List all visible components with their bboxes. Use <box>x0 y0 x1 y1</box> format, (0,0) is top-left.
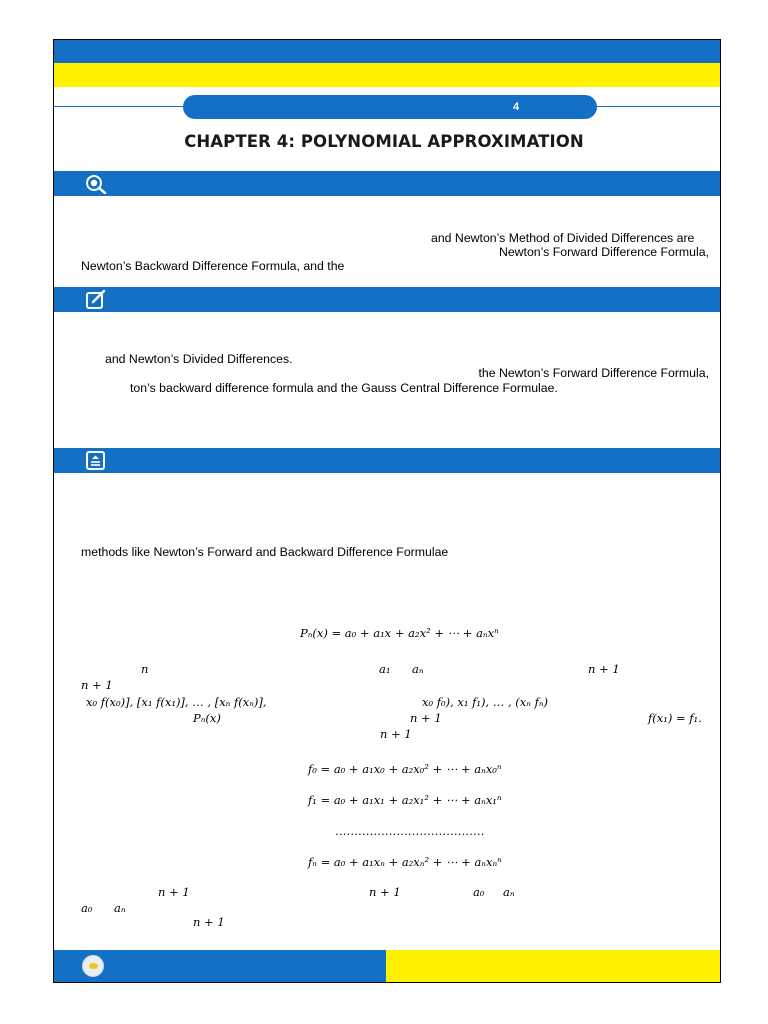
section-bar-objectives <box>54 287 720 312</box>
math-data-points: x₀ f(x₀)], [x₁ f(x₁)], … , [xₙ f(xₙ)], <box>86 695 267 709</box>
footer-yellow-band <box>386 950 720 982</box>
math-n-plus-1: n + 1 <box>81 678 113 692</box>
overview-line-2: Newton’s Forward Difference Formula, <box>498 245 709 259</box>
page-number-pill <box>183 95 597 119</box>
section-bar-overview <box>54 171 720 196</box>
equation-fn: fₙ = a₀ + a₁xₙ + a₂xₙ² + ⋯ + aₙxₙⁿ <box>308 855 502 869</box>
math-a0: a₀ <box>81 901 93 915</box>
math-f-x1: f(x₁) = f₁. <box>648 711 702 725</box>
math-an: aₙ <box>114 901 126 915</box>
math-pn: Pₙ(x) <box>193 711 221 725</box>
objectives-line-1: and Newton’s Divided Differences. <box>105 352 293 366</box>
overview-line-1: and Newton’s Method of Divided Differences are <box>431 231 695 245</box>
math-a1: a₁ <box>379 662 391 676</box>
equation-f1: f₁ = a₀ + a₁x₁ + a₂x₁² + ⋯ + aₙx₁ⁿ <box>308 793 502 807</box>
math-a0: a₀ <box>473 885 485 899</box>
header-blue-band <box>54 40 720 63</box>
math-n: n <box>141 662 149 676</box>
footer-blue-band <box>54 950 386 982</box>
math-n-plus-1: n + 1 <box>588 662 620 676</box>
math-an: aₙ <box>503 885 515 899</box>
chapter-title: CHAPTER 4: POLYNOMIAL APPROXIMATION <box>184 132 584 151</box>
math-n-plus-1: n + 1 <box>410 711 442 725</box>
document-icon <box>84 450 110 471</box>
objectives-line-2: the Newton’s Forward Difference Formula, <box>478 366 709 380</box>
objectives-line-3: ton’s backward difference formula and the Gauss Central Difference Formulae. <box>130 381 558 395</box>
math-n-plus-1: n + 1 <box>158 885 190 899</box>
equation-f0: f₀ = a₀ + a₁x₀ + a₂x₀² + ⋯ + aₙx₀ⁿ <box>308 762 502 776</box>
math-n-plus-1: n + 1 <box>193 915 225 929</box>
math-n-plus-1: n + 1 <box>369 885 401 899</box>
content-intro-line: methods like Newton’s Forward and Backward Difference Formulae <box>81 545 449 559</box>
polynomial-equation: Pₙ(x) = a₀ + a₁x + a₂x² + ⋯ + aₙxⁿ <box>300 626 499 640</box>
overview-line-3: Newton’s Backward Difference Formula, and the <box>81 259 345 273</box>
math-n-plus-1: n + 1 <box>380 727 412 741</box>
edit-icon <box>84 289 110 310</box>
header-yellow-band <box>54 63 720 87</box>
section-bar-content <box>54 448 720 473</box>
university-seal-icon <box>82 955 104 977</box>
math-data-pairs: x₀ f₀), x₁ f₁), … , (xₙ fₙ) <box>422 695 548 709</box>
page-number: 4 <box>513 101 520 113</box>
math-an: aₙ <box>412 662 424 676</box>
equation-ellipsis: ………………………………… <box>335 824 485 838</box>
magnifier-icon <box>84 173 110 194</box>
